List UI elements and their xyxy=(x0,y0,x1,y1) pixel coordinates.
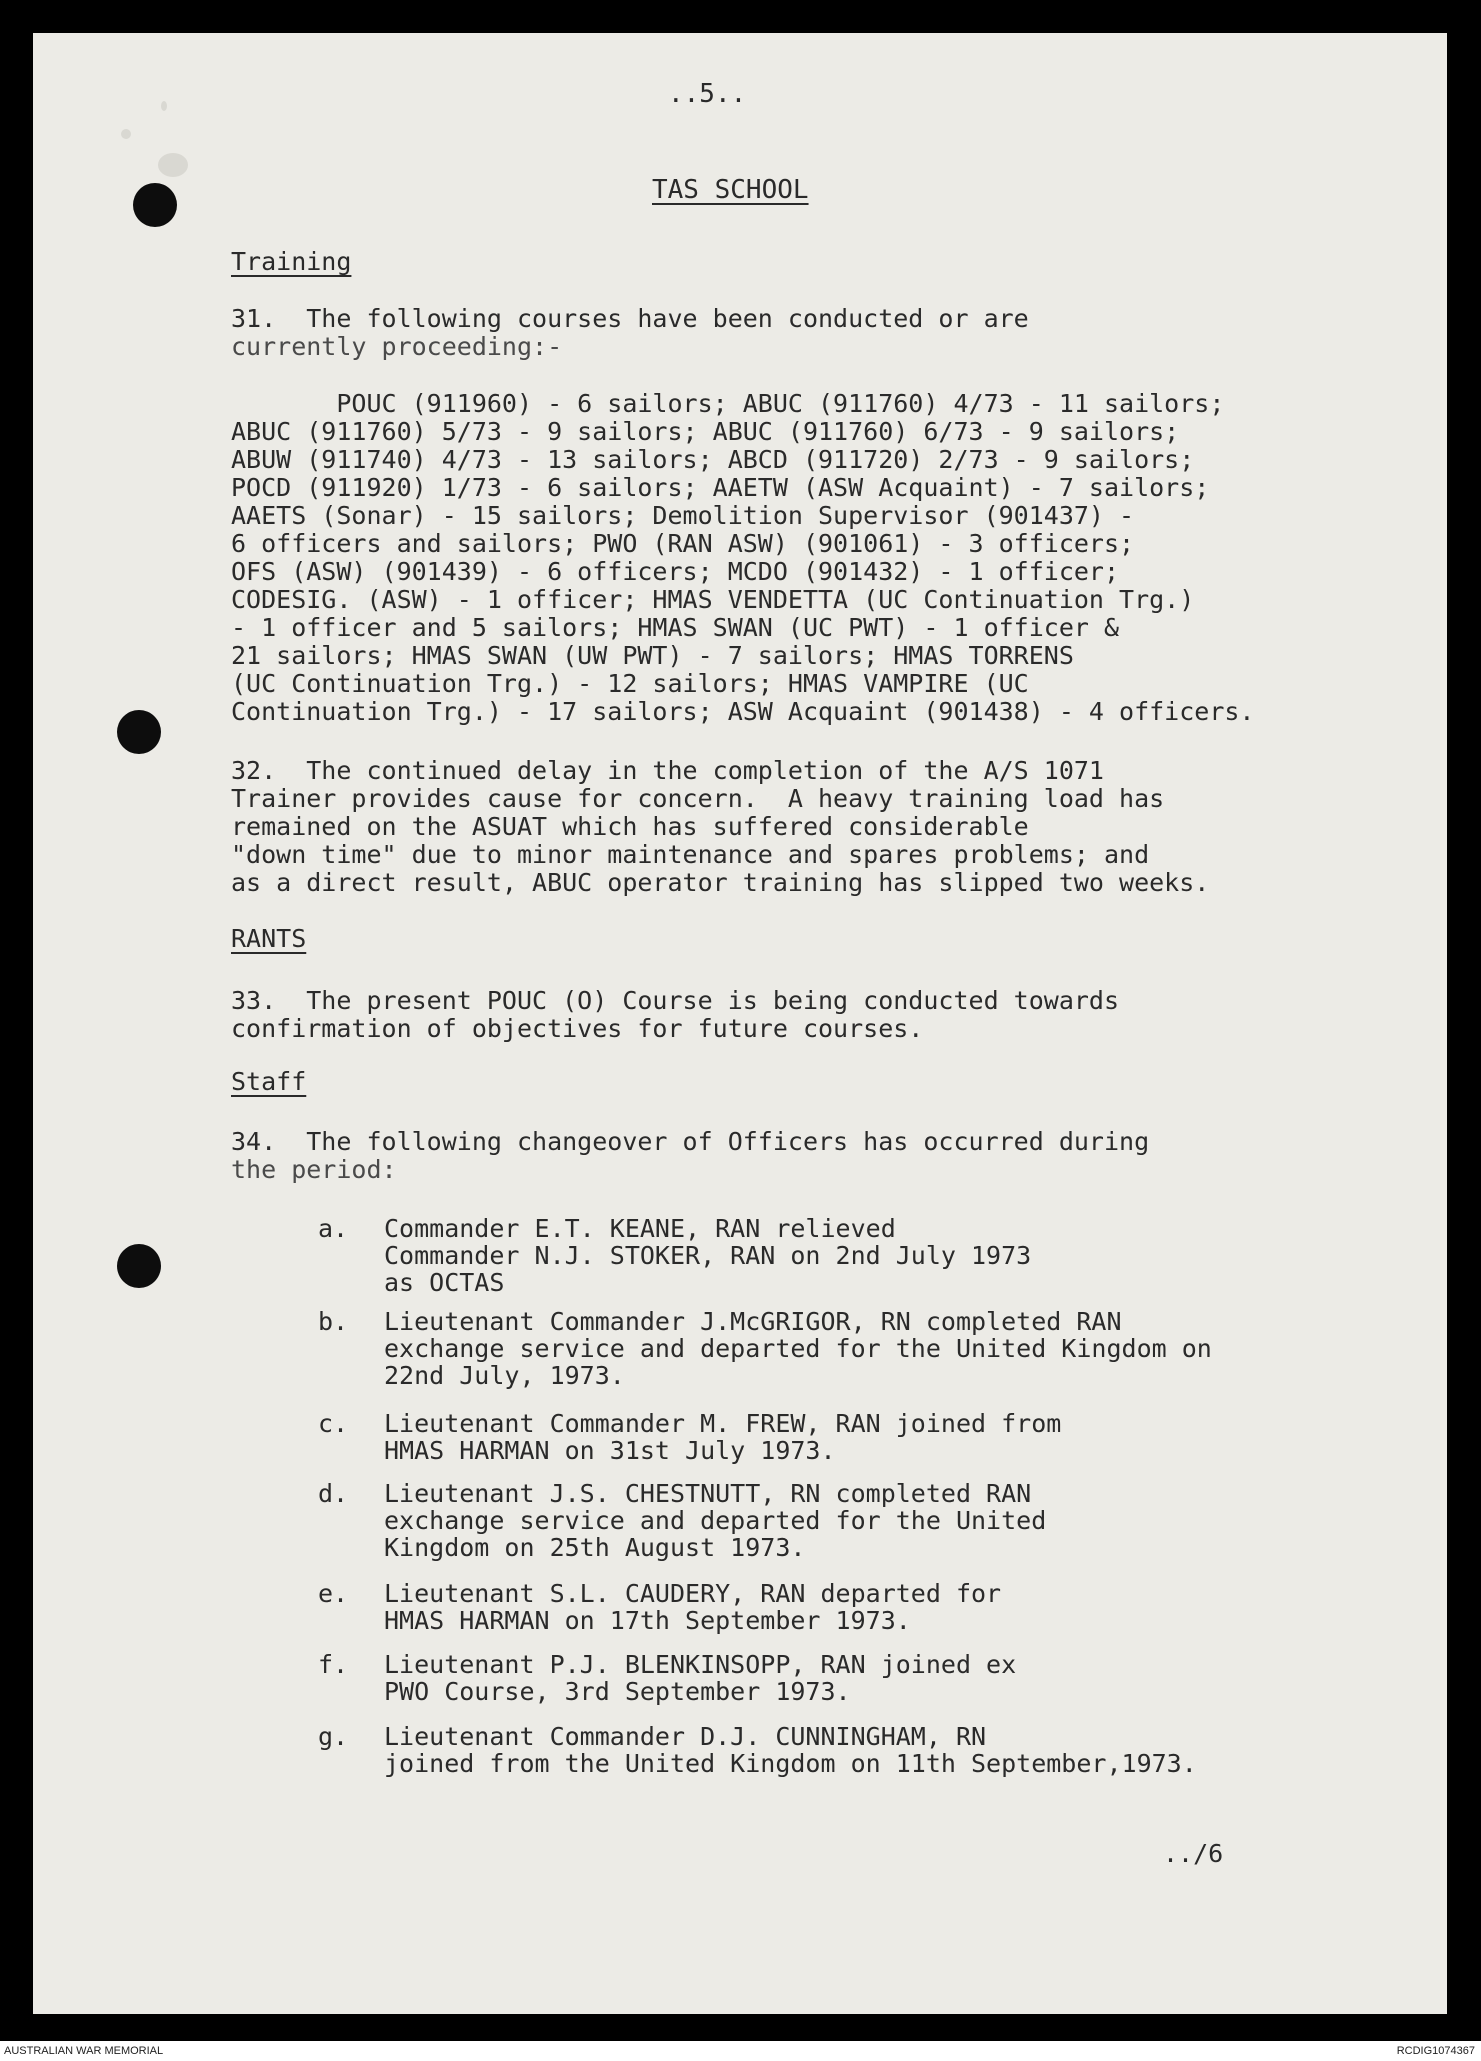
item-letter: d. xyxy=(318,1479,349,1508)
text-line: as OCTAS xyxy=(384,1268,505,1297)
text-line: 31. The following courses have been conducted or are xyxy=(231,304,1029,333)
item-letter: c. xyxy=(318,1409,349,1438)
text-line: exchange service and departed for the United xyxy=(384,1506,1047,1535)
text-line: Lieutenant J.S. CHESTNUTT, RN completed RAN xyxy=(384,1479,1032,1508)
text-line: remained on the ASUAT which has suffered considerable xyxy=(231,812,1029,841)
text-line: PWO Course, 3rd September 1973. xyxy=(384,1677,851,1706)
item-letter: a. xyxy=(318,1214,349,1243)
text-line: Kingdom on 25th August 1973. xyxy=(384,1533,806,1562)
text-line: the period: xyxy=(231,1155,397,1184)
text-line: ABUW (911740) 4/73 - 13 sailors; ABCD (911720) 2/73 - 9 sailors; xyxy=(231,445,1195,474)
text-line: Lieutenant Commander M. FREW, RAN joined from xyxy=(384,1409,1062,1438)
footer-left: AUSTRALIAN WAR MEMORIAL xyxy=(4,2045,164,2057)
item-letter: e. xyxy=(318,1579,349,1608)
text-line: AAETS (Sonar) - 15 sailors; Demolition Supervisor (901437) - xyxy=(231,501,1135,530)
training-heading: Training xyxy=(231,247,352,276)
rants-heading: RANTS xyxy=(231,924,307,953)
text-line: 34. The following changeover of Officers has occurred during xyxy=(231,1127,1150,1156)
continuation-marker: ../6 xyxy=(1163,1839,1224,1868)
text-line: CODESIG. (ASW) - 1 officer; HMAS VENDETTA (UC Continuation Trg.) xyxy=(231,585,1195,614)
text-line: Lieutenant P.J. BLENKINSOPP, RAN joined ex xyxy=(384,1650,1017,1679)
text-line: "down time" due to minor maintenance and spares problems; and xyxy=(231,840,1150,869)
text-line: Lieutenant Commander J.McGRIGOR, RN completed RAN xyxy=(384,1307,1122,1336)
text-line: 21 sailors; HMAS SWAN (UW PWT) - 7 sailors; HMAS TORRENS xyxy=(231,641,1074,670)
text-line: Commander E.T. KEANE, RAN relieved xyxy=(384,1214,896,1243)
text-line: POUC (911960) - 6 sailors; ABUC (911760) 4/73 - 11 sailors; xyxy=(231,389,1225,418)
text-line: as a direct result, ABUC operator training has slipped two weeks. xyxy=(231,868,1210,897)
text-line: - 1 officer and 5 sailors; HMAS SWAN (UC PWT) - 1 officer & xyxy=(231,613,1120,642)
punch-hole-bottom xyxy=(117,1244,161,1288)
footer-right: RCDIG1074367 xyxy=(1396,2045,1475,2057)
paper-mark xyxy=(121,129,131,139)
text-line: 33. The present POUC (O) Course is being conducted towards xyxy=(231,986,1120,1015)
text-line: confirmation of objectives for future courses. xyxy=(231,1014,924,1043)
page-number: ..5.. xyxy=(668,79,747,109)
text-line: 32. The continued delay in the completion of the A/S 1071 xyxy=(231,756,1104,785)
archive-footer xyxy=(0,2041,1481,2061)
item-letter: f. xyxy=(318,1650,349,1679)
paper-mark xyxy=(161,101,167,111)
text-line: Lieutenant Commander D.J. CUNNINGHAM, RN xyxy=(384,1722,987,1751)
section-title: TAS SCHOOL xyxy=(652,175,809,205)
item-letter: g. xyxy=(318,1722,349,1751)
punch-hole-top xyxy=(133,183,177,227)
text-line: Commander N.J. STOKER, RAN on 2nd July 1973 xyxy=(384,1241,1032,1270)
punch-hole-middle xyxy=(117,710,161,754)
staff-heading: Staff xyxy=(231,1067,307,1096)
text-line: POCD (911920) 1/73 - 6 sailors; AAETW (ASW Acquaint) - 7 sailors; xyxy=(231,473,1210,502)
paper-mark xyxy=(158,153,188,177)
text-line: 22nd July, 1973. xyxy=(384,1361,625,1390)
text-line: Continuation Trg.) - 17 sailors; ASW Acquaint (901438) - 4 officers. xyxy=(231,697,1255,726)
text-line: 6 officers and sailors; PWO (RAN ASW) (901061) - 3 officers; xyxy=(231,529,1135,558)
text-line: (UC Continuation Trg.) - 12 sailors; HMAS VAMPIRE (UC xyxy=(231,669,1029,698)
text-line: joined from the United Kingdom on 11th September,1973. xyxy=(384,1749,1197,1778)
text-line: exchange service and departed for the United Kingdom on xyxy=(384,1334,1212,1363)
text-line: HMAS HARMAN on 31st July 1973. xyxy=(384,1436,836,1465)
text-line: ABUC (911760) 5/73 - 9 sailors; ABUC (911760) 6/73 - 9 sailors; xyxy=(231,417,1180,446)
text-line: currently proceeding:- xyxy=(231,332,563,361)
text-line: Lieutenant S.L. CAUDERY, RAN departed for xyxy=(384,1579,1002,1608)
text-line: Trainer provides cause for concern. A heavy training load has xyxy=(231,784,1165,813)
text-line: HMAS HARMAN on 17th September 1973. xyxy=(384,1606,911,1635)
text-line: OFS (ASW) (901439) - 6 officers; MCDO (901432) - 1 officer; xyxy=(231,557,1120,586)
item-letter: b. xyxy=(318,1307,349,1336)
